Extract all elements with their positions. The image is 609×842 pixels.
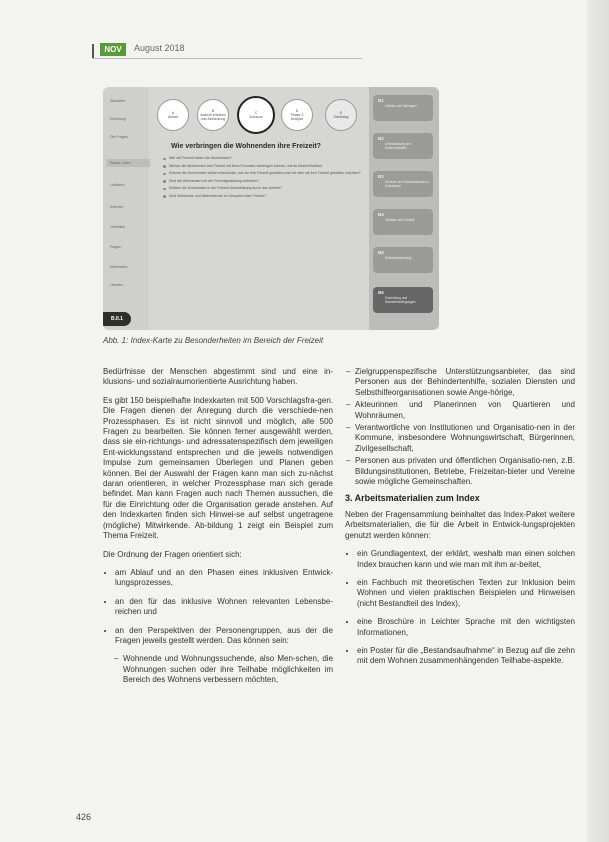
panel-sub: Einrichtung und Rahmenbedingungen (385, 296, 416, 304)
bullet-list (345, 549, 575, 667)
dash-list (113, 654, 333, 685)
paragraph: Bedürfnisse der Menschen abgestimmt sind und eine in-klusions- und sozialraumorientierte Ausrichtung haben. (103, 367, 333, 387)
phase-circles (149, 99, 371, 133)
nav-item: Einleitung (110, 117, 126, 121)
panel-label: B6 (378, 290, 384, 295)
page-gutter (587, 0, 609, 842)
list-item: • am Ablauf und an den Phasen eines inklusiven Entwick-lungsprozesses, (115, 568, 333, 589)
phase-circle-b: B Ansicht erfahren und Zielsetzung (197, 99, 229, 131)
panel-sub: Teilhabe und Freizeit (385, 218, 415, 222)
issue-date: August 2018 (134, 43, 185, 53)
list-item: – Verantwortliche von Institutionen und Organisatio-nen in der Kommune, insbesondere Wohnungswirtschaft, Bürgerinnen, Zivilgesellschaft, (355, 423, 575, 454)
panel-b4 (373, 209, 433, 235)
phase-circle-a: A Ablauf (157, 99, 189, 131)
nav-item: Startseite (110, 99, 126, 103)
question-item: Sind die Wohnenden mit der Freizeitgestaltung zufrieden? (163, 179, 363, 184)
panel-label: B1 (378, 98, 384, 103)
paragraph: Es gibt 150 beispielhafte Indexkarten mit 500 Vorschlagsfra-gen. Die Fragen dienen der Anregung durch die verschiede-nen Prozessphasen. Es ist nicht sinnvoll und möglich, alle 500 Fragen zu bearbeiten. Sie können ferner ausgewählt werden, dass sie ein-richtungs- und adressatenspezifisch dem jeweiligen Ent-wicklungsstand entsprechen und die jeweils notwendigen Impulse zum gemeinsamen Überlegen und Planen geben können. Bei der Auswahl der Fragen kann man sich zu-nächst daran orientieren, in welcher Prozessphase man sich gerade befindet. Man kann Fragen auch nach Themen aussuchen, die für die Einrichtung oder die Organisation gerade anstehen. Auf den Indexkarten finden sich Hinwei-se auf selbst ungetragene (mögliche) Mitwirkende. Ab-bildung 1 zeigt ein Beispiel zum Thema Freizeit. (103, 395, 333, 541)
panel-b6 (373, 287, 433, 313)
right-column (345, 367, 575, 675)
nav-item: Kriterien (110, 205, 124, 209)
nav-item: Leitideen (110, 183, 125, 187)
page-number: 426 (76, 812, 92, 822)
panel-label: B2 (378, 136, 384, 141)
figure-left-nav (103, 87, 149, 330)
paragraph: Die Ordnung der Fragen orientiert sich: (103, 549, 242, 559)
figure-right-panel (369, 87, 439, 330)
panel-b3 (373, 171, 433, 197)
panel-b2 (373, 133, 433, 159)
phase-circle-c: C Zuhause (237, 96, 275, 134)
bullet-list (103, 568, 333, 646)
list-item: • ein Fachbuch mit theoretischen Texten zur Inklusion beim Wohnen und vielen praktischen Beispielen und Hinweisen (nicht Bestandteil des Index), (357, 578, 575, 609)
paragraph: Neben der Fragensammlung beinhaltet das Index-Paket weitere Arbeitsmaterialien, die für die Arbeit in Entwick-lungsprojekten genutzt werden können: (345, 509, 575, 540)
figure-badge: B.II.1 (103, 312, 131, 326)
panel-label: B4 (378, 212, 384, 217)
nav-item-active: Thema: Index (106, 159, 150, 167)
panel-sub: Unterstützung und Kommunikation (385, 142, 412, 150)
question-item: Können die Wohnenden selbst entscheiden, wie sie ihre Freizeit gestalten und mit wem sie ihre Freizeit gestalten möchten? (163, 171, 363, 176)
panel-label: B5 (378, 250, 384, 255)
list-item: – Akteurinnen und Planerinnen von Quartieren und Wohnräumen, (355, 400, 575, 421)
journal-tag: NOV (100, 43, 126, 56)
list-item: • an den Perspektiven der Personengruppen, aus der die Fragen jeweils gestellt werden. Das können sein: (115, 626, 333, 647)
phase-circle-e: E Zieldialog (325, 99, 357, 131)
nav-item: Fragen (110, 245, 122, 249)
header-rule (92, 58, 362, 59)
list-item: – Zielgruppenspezifische Unterstützungsanbieter, das sind Personen aus der Behindertenhilfe, sozialen Diensten und Selbsthilfeorganisationen sowie Ange-hörige, (355, 367, 575, 398)
panel-label: B3 (378, 174, 384, 179)
index-card-figure (103, 87, 439, 330)
panel-sub: Selbstbestimmung (385, 256, 412, 260)
panel-sub: Leitbild und Haltungen (385, 104, 417, 108)
header-bar (92, 44, 94, 58)
left-column (103, 367, 333, 692)
question-item: Sind Wohnende und Mitarbeitende im Gespräch über Freizeit? (163, 194, 363, 199)
question-item: Erleben die Wohnenden in der Freizeit Unterstützung durch das Umfeld? (163, 186, 363, 191)
panel-sub: Wohnen und Nachbarschaft im Sozialraum (385, 180, 429, 188)
list-item: • an den für das inklusive Wohnen relevanten Lebensbe-reichen und (115, 597, 333, 618)
list-item: – Wohnende und Wohnungssuchende, also Men-schen, die Wohnungen suchen oder ihre Teilhabe möglichkeiten im Bereich des Wohnens verbessern möchten, (123, 654, 333, 685)
question-list (163, 156, 363, 199)
list-item: • ein Poster für die „Bestandsaufnahme“ in Bezug auf die zehn mit dem Wohnen zusammenhängenden Teilhabe-aspekte. (357, 646, 575, 667)
panel-b5 (373, 247, 433, 273)
figure-caption: Abb. 1: Index-Karte zu Besonderheiten im Bereich der Freizeit (103, 336, 324, 345)
nav-item: Die Fragen (110, 135, 128, 139)
question-title: Wie verbringen die Wohnenden ihre Freizeit? (171, 143, 321, 150)
nav-item: Materialien (110, 265, 128, 269)
question-box (163, 143, 363, 303)
dash-list (345, 367, 575, 487)
section-heading: 3. Arbeitsmaterialien zum Index (345, 493, 480, 504)
phase-circle-d: D Phase 2 Analyse (281, 99, 313, 131)
running-header (92, 40, 362, 60)
question-item: Wie/wo die Wohnenden ihre Freizeit mit ihren Freunden verbringen können, wie im Bezirk/Stadtteil. (163, 164, 363, 169)
list-item: • ein Grundlagentext, der erklärt, weshalb man einen solchen Index brauchen kann und wie man mit ihm ar-beitet, (357, 549, 575, 570)
list-item: • eine Broschüre in Leichter Sprache mit den wichtigsten Informationen, (357, 617, 575, 638)
question-item: Wie viel Freizeit haben die Wohnenden? (163, 156, 363, 161)
list-item: – Personen aus privaten und öffentlichen Organisatio-nen, z.B. Bildungsinstitutionen, Betriebe, Freizeitan-bieter und Vereine sowie mögliche Gemeinschaften. (355, 456, 575, 487)
nav-item: Literatur (110, 283, 124, 287)
panel-b1 (373, 95, 433, 121)
nav-item: Überblick (110, 225, 125, 229)
